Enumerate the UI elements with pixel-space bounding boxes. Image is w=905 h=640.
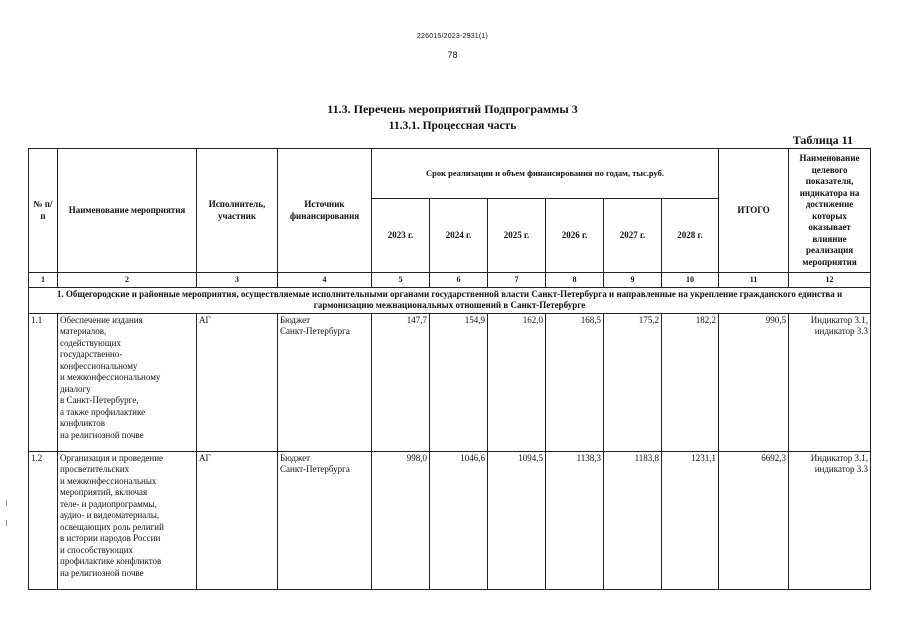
column-number: 6 [430, 273, 488, 288]
row-value: 1094,5 [488, 451, 546, 589]
header-year: 2028 г. [662, 199, 719, 273]
section-row [29, 287, 871, 313]
column-number: 9 [604, 273, 662, 288]
scan-artifact [6, 500, 7, 506]
column-number: 12 [789, 273, 871, 288]
column-number: 7 [488, 273, 546, 288]
row-name: Организация и проведение просветительских и межконфессиональных мероприятий, включая теле- и радиопрограммы, аудио- и видеоматериалы, освещающих роль религий в истории народов России и способствующих профилактике конфликтов на религиозной почве [58, 451, 197, 589]
header-indicator: Наименование целевого показателя, индикатора на достижение которых оказывает влияние реализация мероприятия [789, 149, 871, 273]
row-value: 182,2 [662, 313, 719, 451]
page-number: 78 [447, 50, 458, 60]
row-indicator: Индикатор 3.1, индикатор 3.3 [789, 451, 871, 589]
header-total: ИТОГО [719, 149, 789, 273]
header-year: 2024 г. [430, 199, 488, 273]
table-label: Таблица 11 [792, 133, 853, 147]
row-value: 998,0 [372, 451, 430, 589]
table-row [29, 451, 871, 589]
column-number: 4 [278, 273, 372, 288]
row-value: 162,0 [488, 313, 546, 451]
column-number: 8 [546, 273, 604, 288]
header-num: № п/п [29, 149, 58, 273]
row-total: 990,5 [719, 313, 789, 451]
row-num: 1.2 [29, 451, 58, 589]
section-heading: 1. Общегородские и районные мероприятия, осуществляемые исполнительными органами государственной власти Санкт-Петербурга и направленные на укрепление гражданского единства и гармонизацию межнациональных отношений в Санкт-Петербурге [29, 287, 871, 313]
row-value: 154,9 [430, 313, 488, 451]
column-number: 1 [29, 273, 58, 288]
header-year: 2026 г. [546, 199, 604, 273]
row-executor: АГ [197, 313, 278, 451]
header-period: Срок реализации и объем финансирования по годам, тыс.руб. [372, 149, 719, 199]
row-source: Бюджет Санкт-Петербурга [278, 451, 372, 589]
header-executor: Исполнитель, участник [197, 149, 278, 273]
row-value: 1046,6 [430, 451, 488, 589]
row-indicator: Индикатор 3.1, индикатор 3.3 [789, 313, 871, 451]
column-number: 11 [719, 273, 789, 288]
header-year: 2027 г. [604, 199, 662, 273]
column-number: 3 [197, 273, 278, 288]
section-title: 11.3. Перечень мероприятий Подпрограммы 3 [327, 102, 578, 116]
row-value: 1183,8 [604, 451, 662, 589]
header-year: 2025 г. [488, 199, 546, 273]
row-executor: АГ [197, 451, 278, 589]
subsection-title: 11.3.1. Процессная часть [388, 120, 517, 132]
row-value: 147,7 [372, 313, 430, 451]
row-value: 168,5 [546, 313, 604, 451]
column-numbers-row [29, 273, 871, 288]
column-number: 5 [372, 273, 430, 288]
row-name: Обеспечение издания материалов, содействующих государственно- конфессиональному и межконфессиональному диалогу в Санкт-Петербурге, а также профилактике конфликтов на религиозной почве [58, 313, 197, 451]
row-value: 175,2 [604, 313, 662, 451]
activities-table [28, 148, 871, 590]
row-value: 1138,3 [546, 451, 604, 589]
row-total: 6692,3 [719, 451, 789, 589]
row-source: Бюджет Санкт-Петербурга [278, 313, 372, 451]
column-number: 10 [662, 273, 719, 288]
header-source: Источник финансирования [278, 149, 372, 273]
column-number: 2 [58, 273, 197, 288]
header-name: Наименование мероприятия [58, 149, 197, 273]
table-row [29, 313, 871, 451]
header-year: 2023 г. [372, 199, 430, 273]
row-num: 1.1 [29, 313, 58, 451]
row-value: 1231,1 [662, 451, 719, 589]
scan-artifact [6, 520, 7, 526]
document-id: 226015/2023-2931(1) [416, 33, 489, 40]
